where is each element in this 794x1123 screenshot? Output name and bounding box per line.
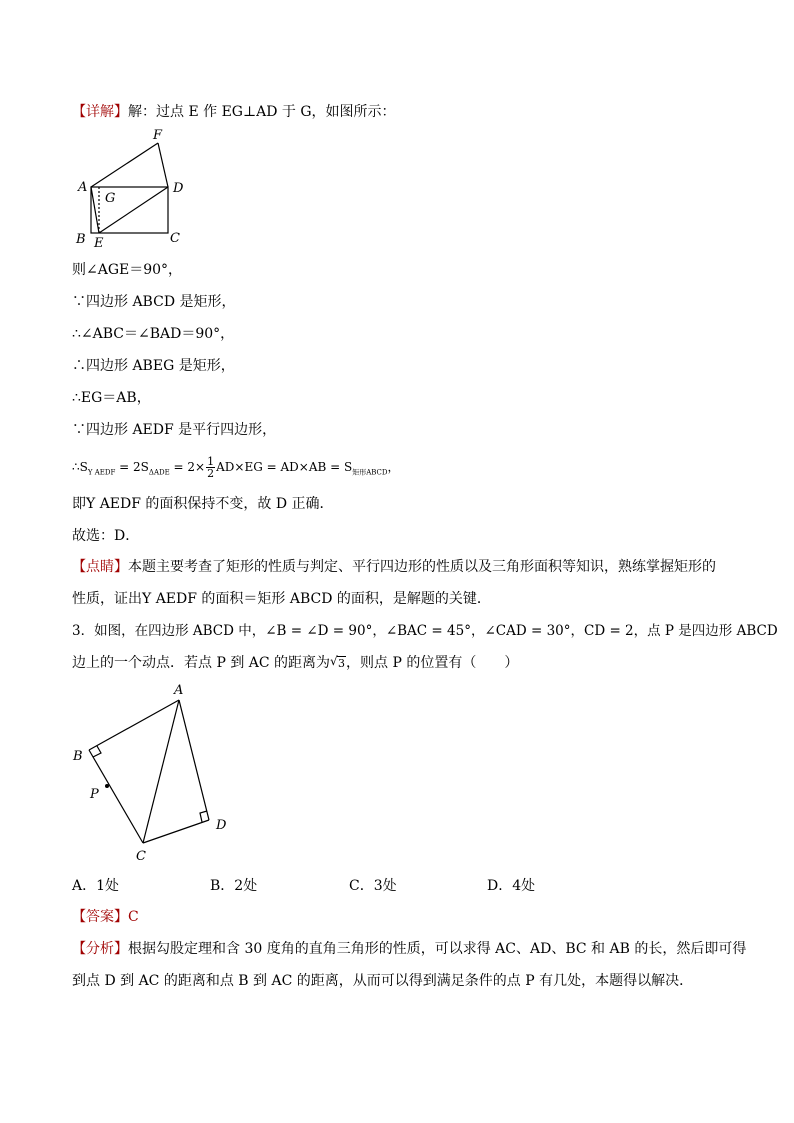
label-a2: A bbox=[174, 683, 184, 698]
point-p bbox=[105, 784, 109, 788]
segment-ab bbox=[89, 700, 179, 750]
comment-line-2: 性质，证出Y AEDF 的面积＝矩形 ABCD 的面积，是解题的关键． bbox=[72, 591, 491, 607]
detail-tag: 详解 bbox=[86, 104, 114, 120]
proof-line-area-formula: $\therefore S_{Y AEDF} = 2S_{\Delta ADE} = 2\times$ $\frac{1}{2}$ $AD\times EG = AD\times AB = S_{矩形ABCD}$， bbox=[72, 455, 400, 480]
option-c: C．3处 bbox=[349, 878, 397, 894]
bracket-close: 】 bbox=[114, 104, 128, 120]
segment-fd bbox=[158, 143, 168, 187]
rectangle-abcd bbox=[91, 187, 168, 233]
proof-line-6: ∵四边形 AEDF 是平行四边形， bbox=[72, 422, 277, 438]
analysis-line-2: 到点 D 到 AC 的距离和点 B 到 AC 的距离，从而可以得到满足条件的点 P 有几处，本题得以解决． bbox=[72, 973, 694, 989]
question3-line-2: 边上的一个动点．若点 P 到 AC 的距离为 √ 3，则点 P 的位置有（ ） bbox=[72, 653, 518, 674]
segment-ac bbox=[143, 700, 179, 843]
label-d2: D bbox=[216, 818, 227, 833]
segment-da bbox=[179, 700, 209, 820]
detail-line bbox=[72, 102, 396, 122]
label-d: D bbox=[173, 181, 184, 196]
label-b: B bbox=[76, 232, 86, 247]
comment-line-1: 【点睛】本题主要考查了矩形的性质与判定、平行四边形的性质以及三角形面积等知识，熟练掌握矩形的 bbox=[72, 559, 716, 575]
label-g: G bbox=[105, 191, 116, 206]
fraction-one-half: $\frac{1}{2}$ bbox=[207, 455, 215, 480]
label-b2: B bbox=[73, 749, 83, 764]
right-angle-mark-d bbox=[200, 811, 207, 822]
proof-line-2: ∵四边形 ABCD 是矩形， bbox=[72, 294, 236, 310]
segment-af bbox=[91, 143, 158, 187]
comment-tag: 点睛 bbox=[86, 559, 114, 575]
bracket-open: 【 bbox=[72, 104, 86, 120]
detail-text: 解：过点 E 作 EG⊥AD 于 G，如图所示： bbox=[128, 104, 396, 120]
label-e: E bbox=[94, 236, 104, 251]
analysis-line-1: 【分析】根据勾股定理和含 30 度角的直角三角形的性质，可以求得 AC、AD、BC 和 AB 的长，然后即可得 bbox=[72, 941, 747, 957]
proof-line-5: ∴EG＝AB， bbox=[72, 390, 151, 406]
option-b: B．2处 bbox=[210, 878, 258, 894]
answer-line: 【答案】C bbox=[72, 909, 139, 925]
proof-line-1: 则∠AGE＝90°， bbox=[72, 262, 183, 278]
label-f: F bbox=[153, 128, 163, 143]
proof-line-8: 即Y AEDF 的面积保持不变，故 D 正确． bbox=[72, 496, 334, 512]
segment-cd bbox=[143, 820, 209, 843]
option-a: A．1处 bbox=[72, 878, 120, 894]
figure-rectangle-parallelogram bbox=[70, 126, 210, 251]
segment-ae bbox=[91, 187, 99, 233]
proof-line-9: 故选：D． bbox=[72, 528, 140, 544]
proof-line-3: ∴∠ABC＝∠BAD＝90°， bbox=[72, 326, 235, 342]
option-d: D．4处 bbox=[487, 878, 536, 894]
sqrt-three: √ 3 bbox=[330, 654, 346, 670]
analysis-tag: 分析 bbox=[86, 941, 114, 957]
answer-tag: 答案 bbox=[86, 909, 114, 925]
label-p: P bbox=[90, 787, 99, 802]
label-c: C bbox=[170, 231, 180, 246]
answer-value: C bbox=[128, 909, 139, 925]
proof-line-4: ∴四边形 ABEG 是矩形， bbox=[72, 358, 235, 374]
label-c2: C bbox=[136, 849, 146, 864]
label-a: A bbox=[78, 180, 88, 195]
figure-quadrilateral-abcd bbox=[70, 680, 240, 865]
question3-line-1: 3．如图，在四边形 ABCD 中，∠B = ∠D = 90°，∠BAC = 45°，∠CAD = 30°，CD = 2，点 P 是四边形 ABCD bbox=[72, 623, 778, 639]
